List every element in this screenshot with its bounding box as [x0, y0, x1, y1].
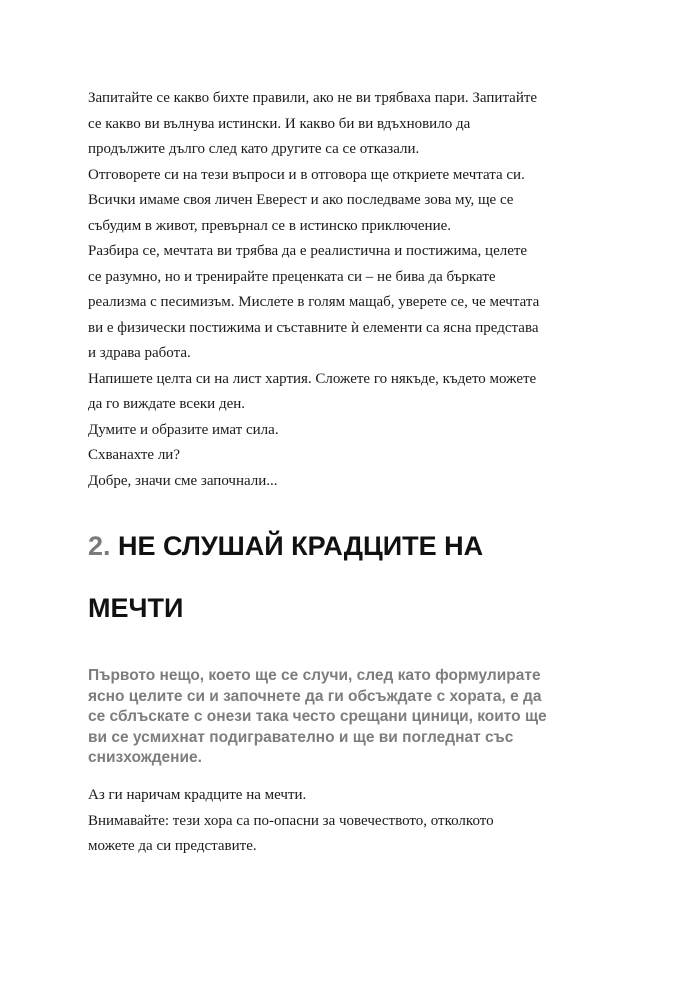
text-line: можете да си представите. [88, 838, 257, 854]
chapter-number: 2. [88, 531, 111, 561]
text-line: да го виждате всеки ден. [88, 396, 246, 412]
text-line: Запитайте се какво бихте правили, ако не ви трябваха пари. Запитайте [88, 90, 538, 106]
text-line: Добре, значи сме започнали... [88, 472, 278, 489]
text-line: Аз ги наричам крадците на мечти. [88, 787, 307, 803]
text-line: събудим в живот, превърнал се в истинско приключение. [88, 217, 452, 234]
lead-line: Първото нещо, което ще се случи, след като формулирате [88, 667, 541, 684]
text-line: ви е физически постижима и съставните ѝ елементи са ясна представа [88, 319, 539, 336]
text-line: се разумно, но и тренирайте преценката си – не бива да бъркате [88, 268, 496, 285]
text-line: Отговорете си на тези въпроси и в отговора ще откриете мечтата си. [88, 166, 525, 183]
chapter-heading [88, 531, 483, 562]
chapter-lead [88, 666, 628, 769]
lead-line: снизхождение. [88, 749, 202, 766]
text-line: Всички имаме своя личен Еверест и ако последваме зова му, ще се [88, 192, 514, 208]
chapter-heading-continued [88, 593, 183, 624]
lead-line: се сблъскате с онези така често срещани циници, които ще [88, 708, 547, 725]
text-line: Внимавайте: тези хора са по-опасни за човечеството, отколкото [88, 812, 494, 829]
text-line: и здрава работа. [88, 345, 191, 361]
lead-line: ясно целите си и започнете да ги обсъждате с хората, е да [88, 687, 542, 705]
body-paragraph [88, 86, 628, 494]
text-line: се какво ви вълнува истински. И какво би ви вдъхновило да [88, 115, 471, 132]
text-line: Думите и образите имат сила. [88, 421, 279, 438]
lead-line: ви се усмихнат подигравателно и ще ви погледнат със [88, 728, 514, 746]
text-line: Схванахте ли? [88, 447, 180, 463]
text-line: реализма с песимизъм. Мислете в голям мащаб, уверете се, че мечтата [88, 294, 540, 310]
text-line: Разбира се, мечтата ви трябва да е реалистична и постижима, целете [88, 243, 528, 259]
chapter-title-line-1: НЕ СЛУШАЙ КРАДЦИТЕ НА [118, 531, 484, 561]
text-line: продължите дълго след като другите са се отказали. [88, 141, 420, 157]
body-paragraph [88, 783, 628, 860]
text-line: Напишете целта си на лист хартия. Сложете го някъде, където можете [88, 370, 537, 387]
chapter-title-line-2: МЕЧТИ [88, 593, 184, 623]
